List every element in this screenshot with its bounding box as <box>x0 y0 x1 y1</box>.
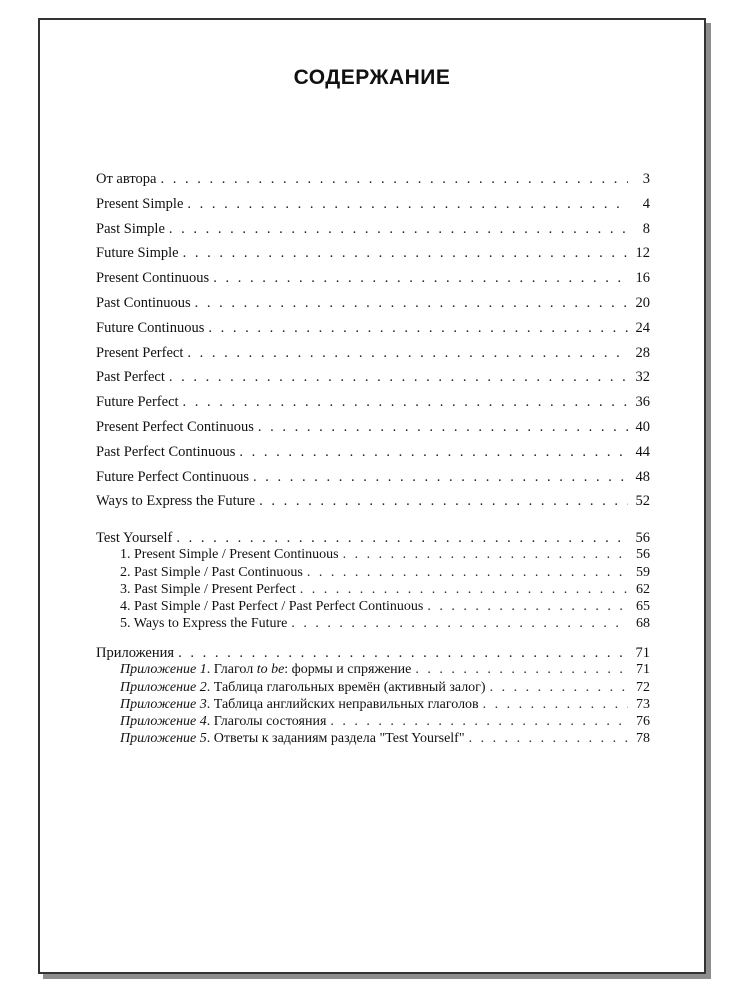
toc-entry-future-perfect-continuous[interactable] <box>96 468 650 493</box>
toc-subentry-label <box>120 696 479 714</box>
toc-section-label: Приложения <box>96 645 175 662</box>
appendix-prefix: Приложение 3 <box>120 696 207 712</box>
toc-leader-dots <box>343 546 628 564</box>
toc-entry-page: 16 <box>635 270 650 287</box>
toc-subentry-label <box>120 730 465 748</box>
toc-leader-dots <box>258 418 628 436</box>
toc-entry-label: Present Perfect Continuous <box>96 418 254 435</box>
toc-entry-present-continuous[interactable] <box>96 269 650 294</box>
toc-entry-future-perfect[interactable] <box>96 393 650 418</box>
appendix-text-after: : формы и спряжение <box>284 662 412 678</box>
toc-subentry-label <box>120 661 411 679</box>
appendix-text: . Глаголы состояния <box>206 714 327 730</box>
toc-section-label: Test Yourself <box>96 530 173 547</box>
appendix-text: . Таблица английских неправильных глаголов <box>206 696 479 712</box>
toc-entry-past-simple[interactable] <box>96 220 650 245</box>
toc-leader-dots <box>208 319 628 337</box>
toc-entry-label: Ways to Express the Future <box>96 493 256 510</box>
toc-entry-page: 40 <box>635 418 650 435</box>
toc-entry-label: Past Continuous <box>96 294 191 311</box>
toc-subentry-test-1[interactable] <box>96 546 650 563</box>
toc-entry-page: 48 <box>635 468 650 485</box>
toc-subentry-appendix-1[interactable] <box>96 661 650 678</box>
toc-entry-page: 36 <box>635 394 650 411</box>
appendix-text: . Таблица глагольных времён (активный залог) <box>206 679 486 695</box>
toc-subentry-test-3[interactable] <box>96 581 650 598</box>
toc-leader-dots <box>490 679 628 697</box>
toc-subentry-label: 3. Past Simple / Present Perfect <box>120 581 296 597</box>
toc-entry-label: Past Perfect <box>96 369 165 386</box>
toc-entry-past-perfect[interactable] <box>96 368 650 393</box>
toc-entry-label: Future Simple <box>96 245 179 262</box>
toc-entry-page: 4 <box>642 195 650 212</box>
toc-leader-dots <box>195 294 628 312</box>
toc-leader-dots <box>483 696 628 714</box>
toc-leader-dots <box>415 661 628 679</box>
toc-entry-page: 3 <box>642 171 650 187</box>
toc-subentry-label: 4. Past Simple / Past Perfect / Past Perfect Continuous <box>120 598 424 614</box>
toc-subentry-appendix-5[interactable] <box>96 730 650 747</box>
appendix-italic-term: to be <box>256 662 285 678</box>
toc-section-page: 71 <box>635 645 650 662</box>
toc-leader-dots <box>253 468 628 486</box>
toc-entry-label: Present Perfect <box>96 344 184 361</box>
toc-leader-dots <box>183 393 628 411</box>
toc-subentry-page: 65 <box>636 598 650 614</box>
toc-entry-page: 8 <box>642 220 650 237</box>
toc-entry-past-perfect-continuous[interactable] <box>96 443 650 468</box>
toc-leader-dots <box>330 713 628 731</box>
toc-leader-dots <box>469 730 628 748</box>
toc-entry-label: Future Continuous <box>96 319 205 336</box>
toc-subentry-label: 2. Past Simple / Past Continuous <box>120 564 303 580</box>
toc-subentry-label: 1. Present Simple / Present Continuous <box>120 547 339 563</box>
toc-leader-dots <box>176 529 628 547</box>
toc-subentry-page: 68 <box>636 616 650 632</box>
toc-subentry-page: 62 <box>636 581 650 597</box>
toc-entry-label: Past Simple <box>96 220 165 237</box>
document-page <box>38 18 706 974</box>
toc-entry-label: Future Perfect <box>96 394 179 411</box>
toc-entry-future-simple[interactable] <box>96 244 650 269</box>
toc-subentry-page: 78 <box>636 731 650 747</box>
toc-subentry-label <box>120 679 486 697</box>
toc-leader-dots <box>213 269 628 287</box>
page-title: СОДЕРЖАНИЕ <box>293 66 451 89</box>
toc-entry-label: От автора <box>96 171 157 187</box>
toc-leader-dots <box>239 443 628 461</box>
toc-entry-page: 12 <box>635 245 650 262</box>
table-of-contents <box>96 170 650 747</box>
toc-entry-page: 28 <box>635 344 650 361</box>
toc-section-test-yourself[interactable] <box>96 529 650 546</box>
toc-entry-page: 32 <box>635 369 650 386</box>
appendix-prefix: Приложение 2 <box>120 679 207 695</box>
toc-subentry-page: 56 <box>636 547 650 563</box>
toc-leader-dots <box>427 598 628 616</box>
toc-entry-label: Present Simple <box>96 195 184 212</box>
toc-entry-page: 44 <box>635 443 650 460</box>
toc-entry-label: Present Continuous <box>96 270 210 287</box>
toc-entry-from-author[interactable] <box>96 170 650 195</box>
toc-subentry-label <box>120 713 326 731</box>
toc-leader-dots <box>187 344 628 362</box>
toc-leader-dots <box>300 581 628 599</box>
toc-leader-dots <box>307 564 628 582</box>
toc-subentry-page: 59 <box>636 564 650 580</box>
toc-entry-page: 24 <box>635 319 650 336</box>
toc-subentry-test-2[interactable] <box>96 564 650 581</box>
toc-leader-dots <box>183 244 628 262</box>
toc-leader-dots <box>169 220 628 238</box>
appendix-prefix: Приложение 4 <box>120 714 207 730</box>
toc-entry-present-perfect-continuous[interactable] <box>96 418 650 443</box>
toc-subentry-appendix-4[interactable] <box>96 713 650 730</box>
toc-leader-dots <box>291 615 628 633</box>
section-gap <box>96 632 650 644</box>
toc-leader-dots <box>259 492 628 510</box>
toc-subentry-test-5[interactable] <box>96 615 650 632</box>
toc-leader-dots <box>187 195 628 213</box>
toc-entry-past-continuous[interactable] <box>96 294 650 319</box>
toc-subentry-appendix-3[interactable] <box>96 696 650 713</box>
toc-subentry-page: 72 <box>636 679 650 695</box>
toc-subentry-test-4[interactable] <box>96 598 650 615</box>
toc-subentry-page: 73 <box>636 696 650 712</box>
appendix-prefix: Приложение 1 <box>120 662 207 678</box>
toc-leader-dots <box>169 368 628 386</box>
toc-subentry-page: 76 <box>636 714 650 730</box>
toc-entry-present-simple[interactable] <box>96 195 650 220</box>
toc-entry-page: 20 <box>635 294 650 311</box>
toc-entry-label: Future Perfect Continuous <box>96 468 250 485</box>
toc-section-appendices[interactable] <box>96 644 650 661</box>
appendix-text: . Глагол <box>206 662 257 678</box>
section-gap <box>96 517 650 529</box>
toc-entry-label: Past Perfect Continuous <box>96 443 236 460</box>
appendix-text: . Ответы к заданиям раздела "Test Yourself" <box>206 731 465 747</box>
toc-entry-present-perfect[interactable] <box>96 344 650 369</box>
toc-entry-future-continuous[interactable] <box>96 319 650 344</box>
toc-leader-dots <box>178 644 628 662</box>
toc-subentry-label: 5. Ways to Express the Future <box>120 616 288 632</box>
toc-subentry-page: 71 <box>636 662 650 678</box>
toc-entry-ways-to-express-future[interactable] <box>96 492 650 517</box>
appendix-prefix: Приложение 5 <box>120 731 207 747</box>
toc-subentry-appendix-2[interactable] <box>96 679 650 696</box>
toc-section-page: 56 <box>635 530 650 547</box>
toc-entry-page: 52 <box>635 493 650 510</box>
toc-leader-dots <box>160 170 628 188</box>
